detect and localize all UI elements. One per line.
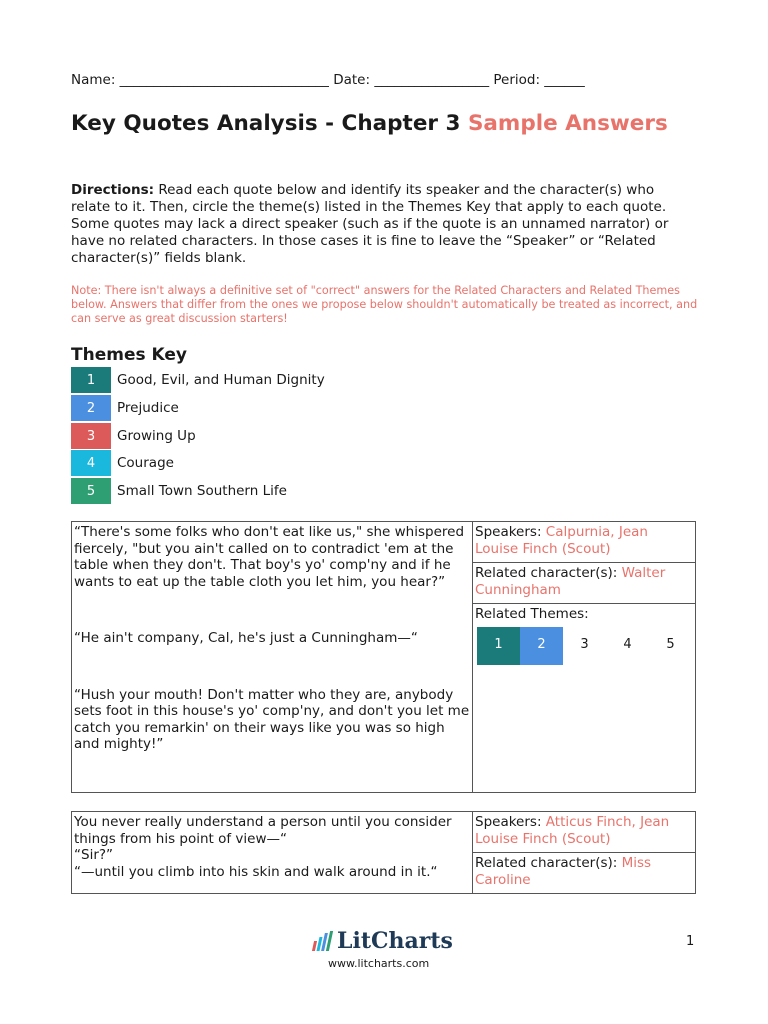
related-themes-boxes xyxy=(477,627,693,665)
related-characters-value: Miss Caroline xyxy=(475,855,652,888)
theme-label: Courage xyxy=(117,455,174,471)
footer-url[interactable]: www.litcharts.com xyxy=(328,957,430,970)
related-theme-1[interactable]: 1 xyxy=(477,627,520,665)
logo-bars-icon xyxy=(313,931,333,951)
page-title xyxy=(71,110,691,138)
speakers-label: Speakers: xyxy=(475,524,546,540)
directions-label: Directions: xyxy=(71,182,155,198)
related-theme-2[interactable]: 2 xyxy=(520,627,563,665)
directions-text: Read each quote below and identify its speaker and the character(s) who relate to it. Then, circle the theme(s) listed in the Themes Key that apply to each quote. Some quotes may lack a direct speaker (such as if the quote is an unnamed narrator) or have no related characters. In those cases it is fine to leave the “Speaker” or “Related character(s)” fields blank. xyxy=(71,182,669,266)
title-main: Key Quotes Analysis - Chapter 3 xyxy=(71,111,468,136)
quote-paragraph: “Hush your mouth! Don't matter who they are, anybody sets foot in this house's yo' comp'ny, and don't you let me catch you remarkin' on their ways like you was so high and mighty!” xyxy=(74,686,470,752)
theme-label: Good, Evil, and Human Dignity xyxy=(117,372,325,388)
related-themes-cell xyxy=(473,604,696,793)
theme-key-row xyxy=(71,423,196,449)
speakers-value: Calpurnia, Jean Louise Finch (Scout) xyxy=(475,524,648,557)
related-themes-label: Related Themes: xyxy=(475,606,589,622)
speakers-cell xyxy=(473,812,696,853)
note: Note: There isn't always a definitive set of "correct" answers for the Related Characters and Related Themes below. Answers that differ from the ones we propose below shouldn't automatically be treated as incorrect, and can serve as great discussion starters! xyxy=(71,284,698,325)
quote-text-cell xyxy=(72,812,473,894)
theme-label: Growing Up xyxy=(117,428,196,444)
related-characters-label: Related character(s): xyxy=(475,565,622,581)
speakers-label: Speakers: xyxy=(475,814,546,830)
quote-paragraph: You never really understand a person until you consider things from his point of view—“ xyxy=(74,814,452,847)
name-date-period-line: Name: _______________________________ Date: _________________ Period: ______ xyxy=(71,72,585,88)
related-theme-5[interactable]: 5 xyxy=(666,637,675,653)
speakers-value: Atticus Finch, Jean Louise Finch (Scout) xyxy=(475,814,670,847)
theme-number: 2 xyxy=(71,395,111,421)
related-characters-cell xyxy=(473,853,696,894)
theme-number: 3 xyxy=(71,423,111,449)
theme-label: Small Town Southern Life xyxy=(117,483,287,499)
page-number: 1 xyxy=(686,934,695,949)
quote-paragraph: “He ain't company, Cal, he's just a Cunningham—“ xyxy=(74,630,418,646)
quote-text-cell xyxy=(72,522,473,793)
quote-paragraph: “Sir?” xyxy=(74,847,114,863)
theme-key-row xyxy=(71,450,174,476)
related-theme-4[interactable]: 4 xyxy=(623,637,632,653)
related-characters-label: Related character(s): xyxy=(475,855,622,871)
theme-label: Prejudice xyxy=(117,400,179,416)
quote-table-1 xyxy=(71,521,696,793)
directions xyxy=(71,182,696,267)
logo-text: LitCharts xyxy=(337,928,453,954)
themes-key-heading: Themes Key xyxy=(71,345,187,365)
litcharts-logo[interactable] xyxy=(313,928,453,954)
theme-key-row xyxy=(71,395,179,421)
quote-paragraph: “There's some folks who don't eat like us," she whispered fiercely, "but you ain't called on to contradict 'em at the table when they don't. That boy's yo' comp'ny and if he wants to eat up the table cloth you let him, you hear?” xyxy=(74,524,465,590)
related-theme-3[interactable]: 3 xyxy=(580,637,589,653)
speakers-cell xyxy=(473,522,696,563)
title-accent: Sample Answers xyxy=(467,111,668,136)
theme-key-row xyxy=(71,367,325,393)
quote-table-2 xyxy=(71,811,696,894)
theme-number: 5 xyxy=(71,478,111,504)
related-characters-cell xyxy=(473,563,696,604)
theme-key-row xyxy=(71,478,287,504)
theme-number: 4 xyxy=(71,450,111,476)
quote-paragraph: “—until you climb into his skin and walk around in it.“ xyxy=(74,863,438,880)
related-characters-value: Walter Cunningham xyxy=(475,565,666,598)
theme-number: 1 xyxy=(71,367,111,393)
